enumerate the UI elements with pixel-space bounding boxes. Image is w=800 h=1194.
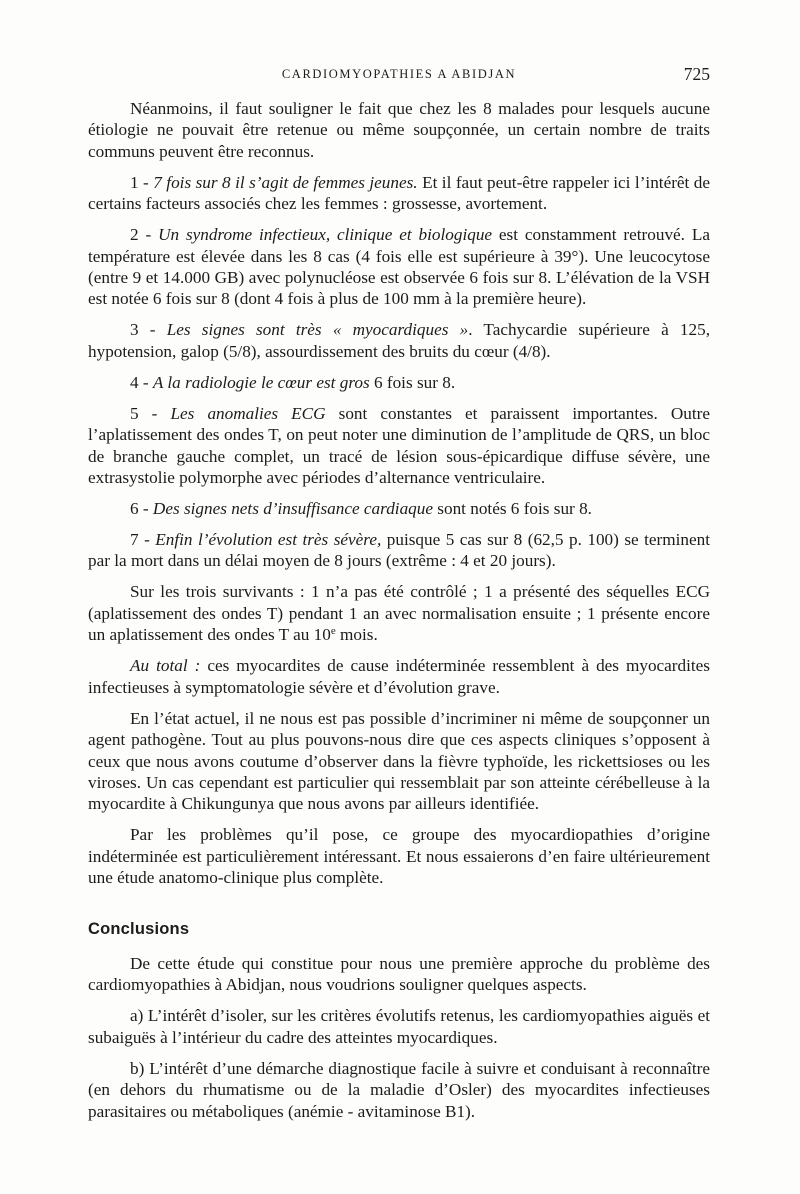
point-heading: A la radiologie le cœur est gros xyxy=(152,372,370,392)
point-heading: Des signes nets d’insuffisance cardiaque xyxy=(152,499,433,519)
paragraph-survivors xyxy=(88,581,710,645)
paragraph-pathogen: En l’état actuel, il ne nous est pas possible d’incriminer ni même de soupçonner un agent pathogène. Tout au plus pouvons-nous dire que ces aspects cliniques s’opposent à ceux que nous avons coutume d’observer dans la fièvre typhoïde, les rickettsioses ou les viroses. Un cas cependant est particulier qui ressemblait par son atteinte cérébelleuse à la myocardite à Chikungunya que nous avons par ailleurs identifiée. xyxy=(88,708,710,814)
paragraph-problems: Par les problèmes qu’il pose, ce groupe des myocardiopathies d’origine indéterminée est particulièrement intéressant. Et nous essaierons d’en faire ultérieurement une étude anatomo-clinique plus complète. xyxy=(88,825,710,888)
conclusions-heading: Conclusions xyxy=(88,919,190,938)
conclusions-intro: De cette étude qui constitue pour nous une première approche du problème des cardiomyopathies à Abidjan, nous voudrions souligner quelques aspects. xyxy=(88,953,710,995)
running-header xyxy=(88,64,710,88)
body-text xyxy=(88,98,710,1132)
summary-text: ces myocardites de cause indéterminée ressemblent à des myocardites infectieuses à symptomatologie sévère et d’évolution grave. xyxy=(88,656,710,697)
paragraph-point-3 xyxy=(88,319,710,362)
point-text: Et il faut peut-être rappeler ici l’intérêt de certains facteurs associés chez les femmes : grossesse, avortement. xyxy=(88,172,711,214)
point-number: 4 - xyxy=(130,372,153,392)
point-text: est constamment retrouvé. La température est élevée dans les 8 cas (4 fois elle est supérieure à 39°). Une leucocytose (entre 9 et 14.000 GB) avec polynucléose est observée 6 fois sur 8. L’élévation de la VSH est notée 6 fois sur 8 (dont 4 fois à plus de 100 mm à la première heure). xyxy=(88,225,710,309)
point-number: 7 - xyxy=(130,530,156,550)
point-heading: Enfin l’évolution est très sévère, xyxy=(155,530,382,550)
survivors-text-end: mois. xyxy=(335,625,378,645)
conclusion-item-a: a) L’intérêt d’isoler, sur les critères évolutifs retenus, les cardiomyopathies aiguës et subaiguës à l’intérieur du cadre des atteintes myocardiques. xyxy=(88,1006,710,1047)
superscript-e: e xyxy=(330,625,336,638)
point-number: 1 - xyxy=(130,172,154,192)
paragraph-point-2 xyxy=(88,224,710,310)
point-text: sont constantes et paraissent importantes. Outre l’aplatissement des ondes T, on peut noter une diminution de l’amplitude de QRS, un bloc de branche gauche complet, un tracé de lésion sous-épicardique diffuse sévère, une extrasystolie polymorphe avec périodes d’alternance ventriculaire. xyxy=(88,403,711,488)
point-heading: Un syndrome infectieux, clinique et biologique xyxy=(158,225,493,245)
point-number: 6 - xyxy=(130,499,153,519)
paragraph-point-1 xyxy=(88,172,710,215)
page-number: 725 xyxy=(683,64,710,84)
point-heading: 7 fois sur 8 il s’agit de femmes jeunes. xyxy=(153,172,418,192)
point-text: puisque 5 cas sur 8 (62,5 p. 100) se terminent par la mort dans un délai moyen de 8 jours (extrême : 4 et 20 jours). xyxy=(88,530,710,571)
point-number: 5 - xyxy=(130,403,171,423)
point-heading: Les signes sont très « myocardiques » xyxy=(166,320,469,340)
paragraph-point-5 xyxy=(88,403,710,489)
paragraph-point-7 xyxy=(88,529,710,572)
paragraph-point-4 xyxy=(88,372,710,393)
point-text: . Tachycardie supérieure à 125, hypotension, galop (5/8), assourdissement des bruits du cœur (4/8). xyxy=(88,320,711,361)
point-text: 6 fois sur 8. xyxy=(369,372,456,392)
point-text: sont notés 6 fois sur 8. xyxy=(432,499,592,519)
paragraph-intro: Néanmoins, il faut souligner le fait que chez les 8 malades pour lesquels aucune étiologie ne pouvait être retenue ou même soupçonnée, un certain nombre de traits communs peuvent être reconnus. xyxy=(88,99,710,161)
paragraph-summary xyxy=(88,655,710,698)
summary-label: Au total : xyxy=(130,656,201,676)
point-number: 2 - xyxy=(130,225,159,245)
point-heading: Les anomalies ECG xyxy=(170,403,326,423)
point-number: 3 - xyxy=(130,320,167,340)
paragraph-point-6 xyxy=(88,498,710,519)
running-title: CARDIOMYOPATHIES A ABIDJAN xyxy=(281,67,517,81)
survivors-text: Sur les trois survivants : 1 n’a pas été contrôlé ; 1 a présenté des séquelles ECG (aplatissement des ondes T) pendant 1 an avec normalisation ensuite ; 1 présente encore un aplatissement des ondes T au 10 xyxy=(88,582,710,645)
conclusion-item-b: b) L’intérêt d’une démarche diagnostique facile à suivre et conduisant à reconnaître (en dehors du rhumatisme ou de la maladie d’Osler) des myocardites infectieuses parasitaires ou métaboliques (anémie - avitaminose B1). xyxy=(88,1058,710,1121)
